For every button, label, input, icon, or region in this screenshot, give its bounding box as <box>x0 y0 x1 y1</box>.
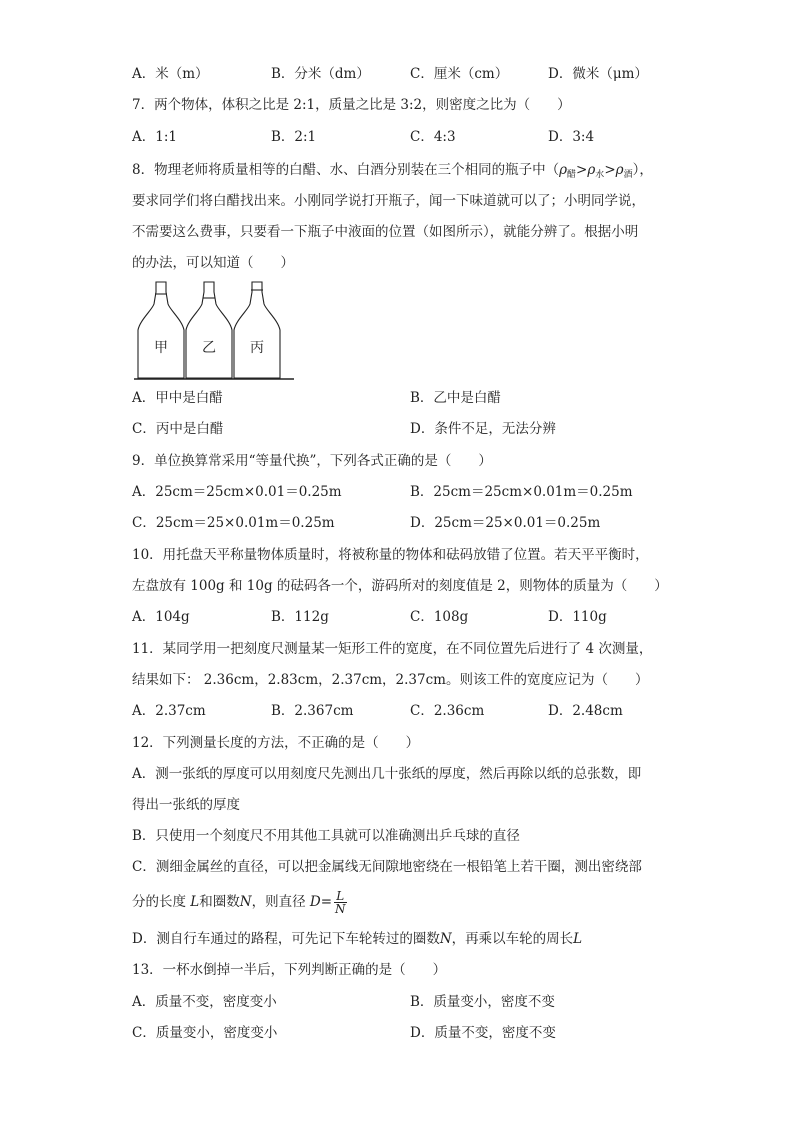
q10-option-d: D．110g <box>548 609 607 625</box>
bottle-label-yi: 乙 <box>202 340 216 356</box>
q9-option-d: D．25cm＝25×0.01＝0.25m <box>410 515 601 531</box>
q8-stem-line-4: 的办法，可以知道（ ） <box>132 255 294 271</box>
q8-stem-line-3: 不需要这么费事，只要看一下瓶子中液面的位置（如图所示），就能分辨了。根据小明 <box>132 224 639 240</box>
q11-option-c: C．2.36cm <box>410 703 485 719</box>
q12-option-a-line-1: A．测一张纸的厚度可以用刻度尺先测出几十张纸的厚度，然后再除以纸的总张数，即 <box>132 766 642 782</box>
bottle-yi <box>186 282 232 378</box>
q8-option-b: B．乙中是白醋 <box>410 390 501 406</box>
bottles-figure <box>134 280 296 384</box>
q8-stem-line-2: 要求同学们将白醋找出来。小刚同学说打开瓶子，闻一下味道就可以了；小明同学说， <box>132 193 645 209</box>
q13-option-d: D．质量不变，密度不变 <box>410 1025 556 1041</box>
q6-option-d: D．微米（μm） <box>548 66 648 82</box>
q7-option-d: D．3:4 <box>548 129 595 145</box>
q9-option-c: C．25cm＝25×0.01m＝0.25m <box>132 515 335 531</box>
q12-option-a-line-2: 得出一张纸的厚度 <box>132 797 240 813</box>
q8-option-a: A．甲中是白醋 <box>132 390 223 406</box>
q12-option-b: B．只使用一个刻度尺不用其他工具就可以准确测出乒乓球的直径 <box>132 828 520 844</box>
q8-option-c: C．丙中是白醋 <box>132 421 224 437</box>
q13-option-b: B．质量变小，密度不变 <box>410 994 555 1010</box>
q11-stem-line-2: 结果如下： 2.36cm，2.83cm，2.37cm，2.37cm。则该工件的宽度应记为（ ） <box>132 672 649 688</box>
q7-stem: 7．两个物体，体积之比是 2:1，质量之比是 3:2，则密度之比为（ ） <box>132 97 571 113</box>
q13-option-c: C．质量变小，密度变小 <box>132 1025 278 1041</box>
q8-option-d: D．条件不足，无法分辨 <box>410 421 556 437</box>
q13-option-a: A．质量不变，密度变小 <box>132 994 277 1010</box>
q12-option-c-line-2: 分的长度 L和圈数N，则直径 D= $\frac{L}{N}$ <box>132 889 346 916</box>
q10-option-b: B．112g <box>271 609 329 625</box>
q10-option-c: C．108g <box>410 609 469 625</box>
q6-option-b: B．分米（dm） <box>271 66 370 82</box>
q12-stem: 12．下列测量长度的方法，不正确的是（ ） <box>132 735 420 751</box>
q6-option-a: A．米（m） <box>132 66 209 82</box>
q7-option-c: C．4:3 <box>410 129 456 145</box>
q7-option-b: B．2:1 <box>271 129 317 145</box>
q7-option-a: A．1:1 <box>132 129 177 145</box>
bottle-jia <box>138 282 184 378</box>
q9-option-a: A．25cm＝25cm×0.01＝0.25m <box>132 484 342 500</box>
q10-stem-line-1: 10．用托盘天平称量物体质量时，将被称量的物体和砝码放错了位置。若天平平衡时， <box>132 547 649 563</box>
bottle-label-jia: 甲 <box>154 340 168 356</box>
q11-option-d: D．2.48cm <box>548 703 623 719</box>
bottle-bing <box>234 282 280 378</box>
diameter-fraction: $\frac{L}{N}$ <box>335 889 346 916</box>
q6-option-c: C．厘米（cm） <box>410 66 509 82</box>
bottle-label-bing: 丙 <box>250 340 264 356</box>
q13-stem: 13．一杯水倒掉一半后，下列判断正确的是（ ） <box>132 962 447 978</box>
q11-stem-line-1: 11．某同学用一把刻度尺测量某一矩形工件的宽度，在不同位置先后进行了 4 次测量， <box>132 641 653 657</box>
q11-option-a: A．2.37cm <box>132 703 206 719</box>
q9-option-b: B．25cm＝25cm×0.01m＝0.25m <box>410 484 633 500</box>
q10-option-a: A．104g <box>132 609 190 625</box>
q8-stem-line-1: 8．物理老师将质量相等的白醋、水、白酒分别装在三个相同的瓶子中$(\rho_醋>\rho_水>\rho_酒)$， <box>132 162 653 180</box>
q11-option-b: B．2.367cm <box>271 703 354 719</box>
q9-stem: 9．单位换算常采用“等量代换”，下列各式正确的是（ ） <box>132 453 492 469</box>
q12-option-d: D．测自行车通过的路程，可先记下车轮转过的圈数N，再乘以车轮的周长L <box>132 931 583 947</box>
q12-option-c-line-1: C．测细金属丝的直径，可以把金属线无间隙地密绕在一根铅笔上若干圈，测出密绕部 <box>132 859 642 875</box>
q10-stem-line-2: 左盘放有 100g 和 10g 的砝码各一个，游码所对的刻度值是 2，则物体的质量为（ ） <box>132 578 668 594</box>
